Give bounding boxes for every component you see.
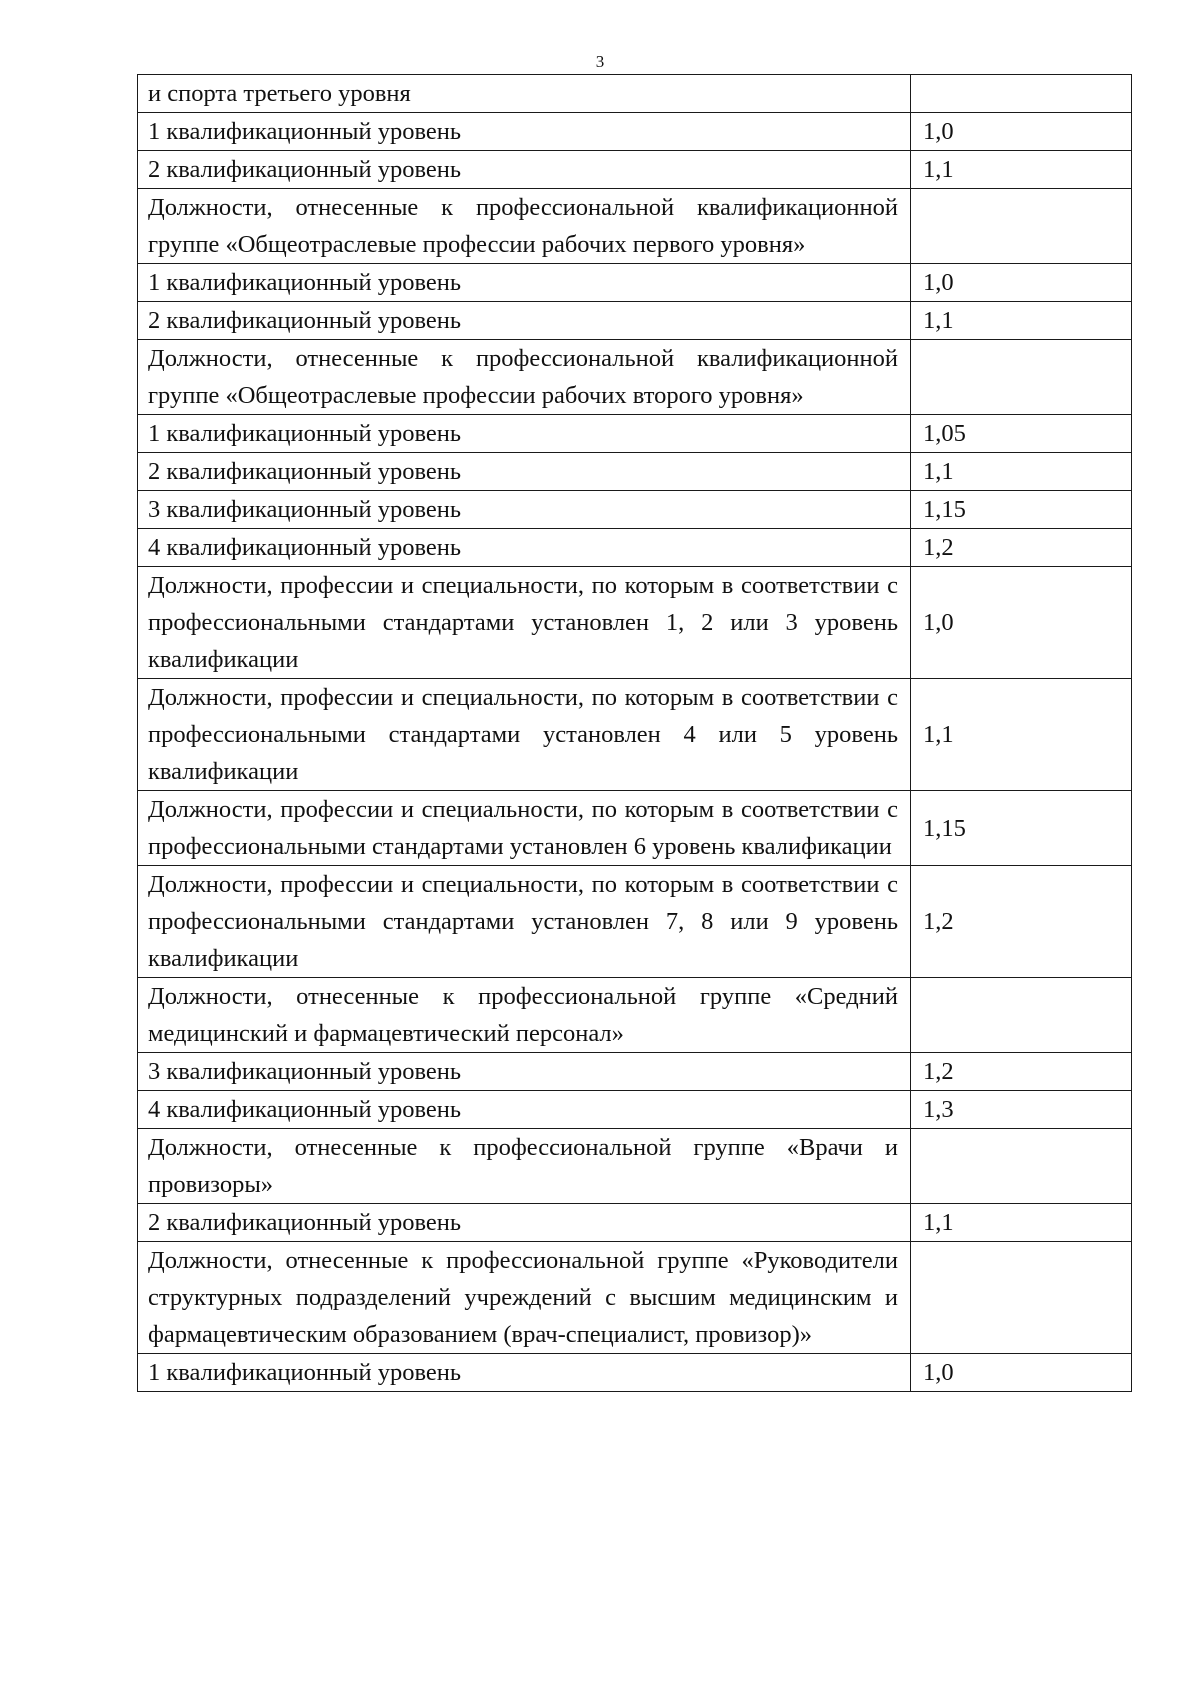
coefficient-cell bbox=[911, 1242, 1132, 1354]
position-cell: 2 квалификационный уровень bbox=[138, 302, 911, 340]
table-row bbox=[138, 1129, 1132, 1204]
table-row bbox=[138, 866, 1132, 978]
position-cell: Должности, отнесенные к профессиональной квалификационной группе «Общеотраслевые профессии рабочих второго уровня» bbox=[138, 340, 911, 415]
table-row bbox=[138, 529, 1132, 567]
coefficient-cell: 1,0 bbox=[911, 1354, 1132, 1392]
coefficient-cell: 1,2 bbox=[911, 1053, 1132, 1091]
position-cell: 4 квалификационный уровень bbox=[138, 1091, 911, 1129]
position-cell: Должности, отнесенные к профессиональной группе «Руководители структурных подразделений учреждений с высшим медицинским и фармацевтическим образованием (врач-специалист, провизор)» bbox=[138, 1242, 911, 1354]
coefficient-cell: 1,0 bbox=[911, 113, 1132, 151]
table-row bbox=[138, 1354, 1132, 1392]
table-row bbox=[138, 113, 1132, 151]
table-row bbox=[138, 1053, 1132, 1091]
page-number: 3 bbox=[595, 52, 605, 71]
position-cell: 2 квалификационный уровень bbox=[138, 453, 911, 491]
position-cell: 1 квалификационный уровень bbox=[138, 113, 911, 151]
table-row bbox=[138, 415, 1132, 453]
coefficient-cell bbox=[911, 340, 1132, 415]
table-row bbox=[138, 75, 1132, 113]
coefficient-cell: 1,1 bbox=[911, 679, 1132, 791]
position-cell: Должности, отнесенные к профессиональной группе «Средний медицинский и фармацевтический персонал» bbox=[138, 978, 911, 1053]
table-row bbox=[138, 1204, 1132, 1242]
coefficient-cell: 1,15 bbox=[911, 791, 1132, 866]
table-row bbox=[138, 978, 1132, 1053]
position-cell: и спорта третьего уровня bbox=[138, 75, 911, 113]
coefficient-cell: 1,15 bbox=[911, 491, 1132, 529]
position-cell: 1 квалификационный уровень bbox=[138, 415, 911, 453]
table-body bbox=[138, 75, 1132, 1392]
coefficient-cell: 1,2 bbox=[911, 866, 1132, 978]
table-row bbox=[138, 302, 1132, 340]
coefficient-cell bbox=[911, 189, 1132, 264]
coefficient-cell: 1,0 bbox=[911, 567, 1132, 679]
position-cell: 3 квалификационный уровень bbox=[138, 1053, 911, 1091]
position-cell: Должности, профессии и специальности, по которым в соответствии с профессиональными стандартами установлен 6 уровень квалификации bbox=[138, 791, 911, 866]
table-row bbox=[138, 453, 1132, 491]
position-cell: Должности, профессии и специальности, по которым в соответствии с профессиональными стандартами установлен 7, 8 или 9 уровень квалификации bbox=[138, 866, 911, 978]
coefficient-cell bbox=[911, 978, 1132, 1053]
position-cell: 1 квалификационный уровень bbox=[138, 1354, 911, 1392]
table-row bbox=[138, 340, 1132, 415]
coefficient-cell: 1,1 bbox=[911, 151, 1132, 189]
coefficient-cell bbox=[911, 1129, 1132, 1204]
coefficient-cell: 1,2 bbox=[911, 529, 1132, 567]
position-cell: 3 квалификационный уровень bbox=[138, 491, 911, 529]
coefficient-cell: 1,05 bbox=[911, 415, 1132, 453]
position-cell: Должности, отнесенные к профессиональной группе «Врачи и провизоры» bbox=[138, 1129, 911, 1204]
position-cell: Должности, профессии и специальности, по которым в соответствии с профессиональными стандартами установлен 1, 2 или 3 уровень квалификации bbox=[138, 567, 911, 679]
table-row bbox=[138, 491, 1132, 529]
table-row bbox=[138, 151, 1132, 189]
position-cell: Должности, профессии и специальности, по которым в соответствии с профессиональными стандартами установлен 4 или 5 уровень квалификации bbox=[138, 679, 911, 791]
position-cell: 2 квалификационный уровень bbox=[138, 1204, 911, 1242]
coefficient-cell: 1,1 bbox=[911, 1204, 1132, 1242]
position-cell: 2 квалификационный уровень bbox=[138, 151, 911, 189]
table-row bbox=[138, 567, 1132, 679]
table-row bbox=[138, 679, 1132, 791]
table-row bbox=[138, 791, 1132, 866]
position-cell: 4 квалификационный уровень bbox=[138, 529, 911, 567]
coefficient-cell: 1,1 bbox=[911, 453, 1132, 491]
table-row bbox=[138, 264, 1132, 302]
table-row bbox=[138, 1242, 1132, 1354]
coefficient-cell bbox=[911, 75, 1132, 113]
coefficient-cell: 1,3 bbox=[911, 1091, 1132, 1129]
position-cell: Должности, отнесенные к профессиональной квалификационной группе «Общеотраслевые профессии рабочих первого уровня» bbox=[138, 189, 911, 264]
coefficient-cell: 1,0 bbox=[911, 264, 1132, 302]
table-row bbox=[138, 189, 1132, 264]
table-row bbox=[138, 1091, 1132, 1129]
coefficient-cell: 1,1 bbox=[911, 302, 1132, 340]
coefficient-table bbox=[137, 74, 1132, 1392]
position-cell: 1 квалификационный уровень bbox=[138, 264, 911, 302]
